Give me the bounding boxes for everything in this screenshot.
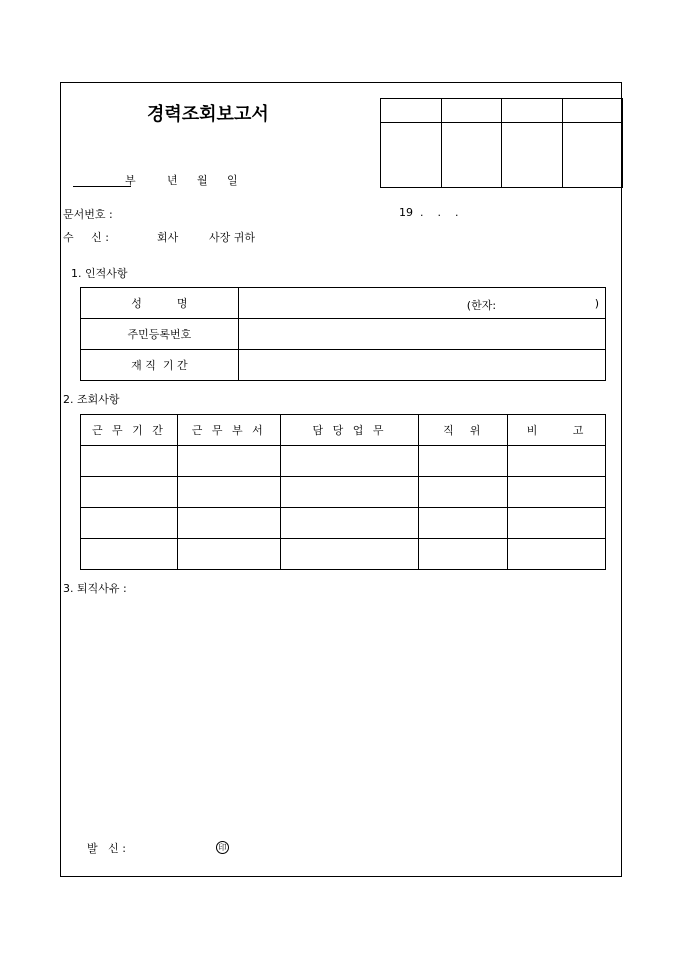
employment-period-label: 재 직 기 간: [81, 350, 239, 381]
approval-header-cell: [381, 99, 442, 123]
cell[interactable]: [177, 477, 280, 508]
table-row: [81, 508, 606, 539]
name-value[interactable]: [238, 288, 605, 319]
cell[interactable]: [81, 539, 178, 570]
header-duties: 담 당 업 무: [280, 415, 419, 446]
hanja-close: ): [594, 297, 599, 310]
sender-label: 발 신 :: [87, 842, 126, 855]
recipient-label: 수 신 :: [63, 231, 109, 244]
id-number-label: 주민등록번호: [81, 319, 239, 350]
form-title: 경력조회보고서: [147, 104, 269, 125]
table-row: [81, 539, 606, 570]
personal-info-table: [80, 287, 606, 381]
table-row: [81, 446, 606, 477]
date-text: 19 . . .: [399, 206, 459, 219]
cell[interactable]: [508, 508, 606, 539]
date-char-bu: 부: [125, 174, 136, 187]
approval-sign-cell[interactable]: [381, 123, 442, 188]
doc-number-label: 문서번호 :: [63, 208, 113, 221]
approval-box: [380, 98, 623, 188]
cell[interactable]: [508, 539, 606, 570]
inquiry-table: [80, 414, 606, 570]
approval-header-cell: [441, 99, 502, 123]
cell[interactable]: [177, 508, 280, 539]
hanja-label: (한자:: [466, 299, 497, 312]
date-char-month: 월: [197, 174, 208, 187]
cell[interactable]: [280, 446, 419, 477]
id-number-value[interactable]: [238, 319, 605, 350]
cell[interactable]: [81, 508, 178, 539]
approval-header-cell: [562, 99, 623, 123]
header-remarks: 비 고: [508, 415, 606, 446]
cell[interactable]: [280, 539, 419, 570]
recipient-president: 사장 귀하: [209, 231, 256, 244]
section2-heading: 2. 조회사항: [63, 393, 120, 406]
cell[interactable]: [280, 477, 419, 508]
header-work-period: 근 무 기 간: [81, 415, 178, 446]
cell[interactable]: [508, 477, 606, 508]
resignation-reason-area[interactable]: [71, 603, 611, 823]
cell[interactable]: [419, 508, 508, 539]
cell[interactable]: [81, 477, 178, 508]
seal-icon: 印: [216, 841, 229, 854]
approval-sign-cell[interactable]: [441, 123, 502, 188]
recipient-company: 회사: [157, 231, 179, 244]
cell[interactable]: [419, 446, 508, 477]
cell[interactable]: [508, 446, 606, 477]
cell[interactable]: [81, 446, 178, 477]
employment-period-value[interactable]: [238, 350, 605, 381]
approval-sign-cell[interactable]: [562, 123, 623, 188]
date-char-day: 일: [227, 174, 238, 187]
approval-header-cell: [502, 99, 563, 123]
header-position: 직 위: [419, 415, 508, 446]
section3-heading: 3. 퇴직사유 :: [63, 582, 127, 595]
name-label: 성 명: [81, 288, 239, 319]
cell[interactable]: [419, 477, 508, 508]
table-row: [81, 477, 606, 508]
cell[interactable]: [280, 508, 419, 539]
header-department: 근 무 부 서: [177, 415, 280, 446]
section1-heading: 1. 인적사항: [71, 267, 128, 280]
approval-sign-cell[interactable]: [502, 123, 563, 188]
department-underline[interactable]: [73, 174, 131, 187]
cell[interactable]: [177, 446, 280, 477]
date-char-year: 년: [167, 174, 178, 187]
cell[interactable]: [419, 539, 508, 570]
form-page: [60, 82, 622, 877]
cell[interactable]: [177, 539, 280, 570]
